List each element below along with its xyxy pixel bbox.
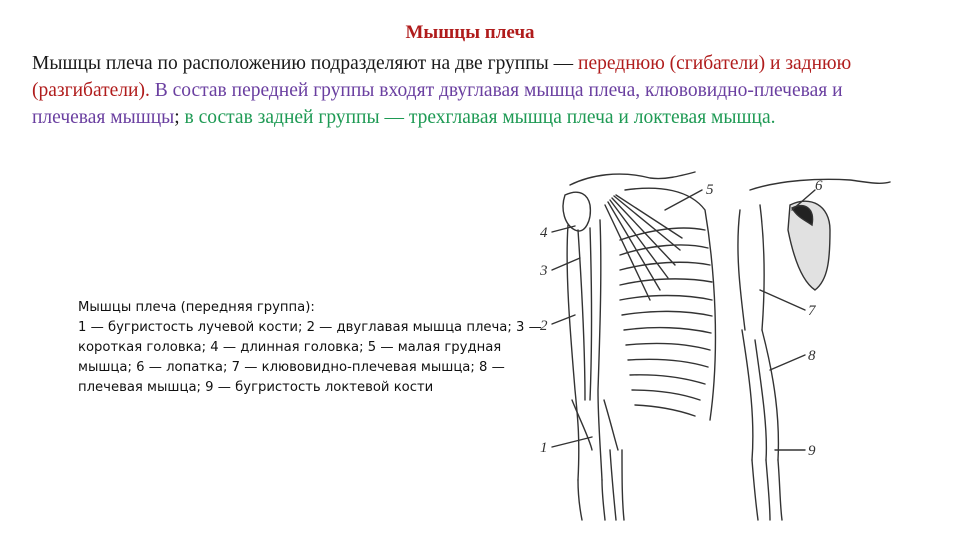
label-3: 3: [540, 263, 548, 279]
slide-title: Мышцы плеча: [405, 22, 535, 43]
caption-heading: Мышцы плеча (передняя группа):: [78, 300, 315, 315]
label-6: 6: [815, 178, 823, 194]
leader-line-5: [665, 190, 702, 210]
leader-line-1: [552, 437, 592, 447]
leader-line-2: [552, 315, 575, 324]
anterior-arm: [567, 220, 624, 520]
leader-line-4: [552, 226, 575, 232]
leader-line-3: [552, 258, 580, 270]
shoulder-left: [563, 192, 590, 231]
lead-text-separator: ;: [174, 107, 185, 128]
clavicle-left: [570, 172, 695, 185]
label-7: 7: [808, 303, 816, 319]
posterior-arm: [738, 205, 782, 520]
label-4: 4: [540, 225, 548, 241]
ribcage: [620, 188, 715, 420]
lead-text-plain: Мышцы плеча по расположению подразделяют на две группы —: [32, 53, 579, 74]
label-1: 1: [540, 440, 548, 456]
lead-paragraph: [32, 50, 912, 131]
label-8: 8: [808, 348, 816, 364]
leader-line-7: [760, 290, 805, 310]
label-9: 9: [808, 443, 816, 459]
lead-text-anterior: В состав передней группы входят двуглавая мышца плеча, клювовидно-плечевая и плечевая мышцы: [32, 80, 843, 128]
figure-caption: [78, 298, 548, 398]
anatomy-illustration: [530, 150, 950, 535]
label-2: 2: [540, 318, 548, 334]
caption-legend: 1 — бугристость лучевой кости; 2 — двуглавая мышца плеча; 3 — короткая головка; 4 — длинная головка; 5 — малая грудная мышца; 6 — лопатка; 7 — клювовидно-плечевая мышца; 8 — плечевая мышца; 9 — бугристость локтевой кости: [78, 320, 542, 395]
leader-line-8: [770, 355, 805, 370]
lead-text-posterior: в состав задней группы — трехглавая мышца плеча и локтевая мышца.: [184, 107, 776, 128]
label-5: 5: [706, 182, 714, 198]
pectoralis-minor: [605, 195, 682, 300]
lead-text-groups: переднюю (сгибатели) и заднюю (разгибатели).: [32, 53, 852, 101]
arm-muscles-drawing: [530, 150, 950, 535]
